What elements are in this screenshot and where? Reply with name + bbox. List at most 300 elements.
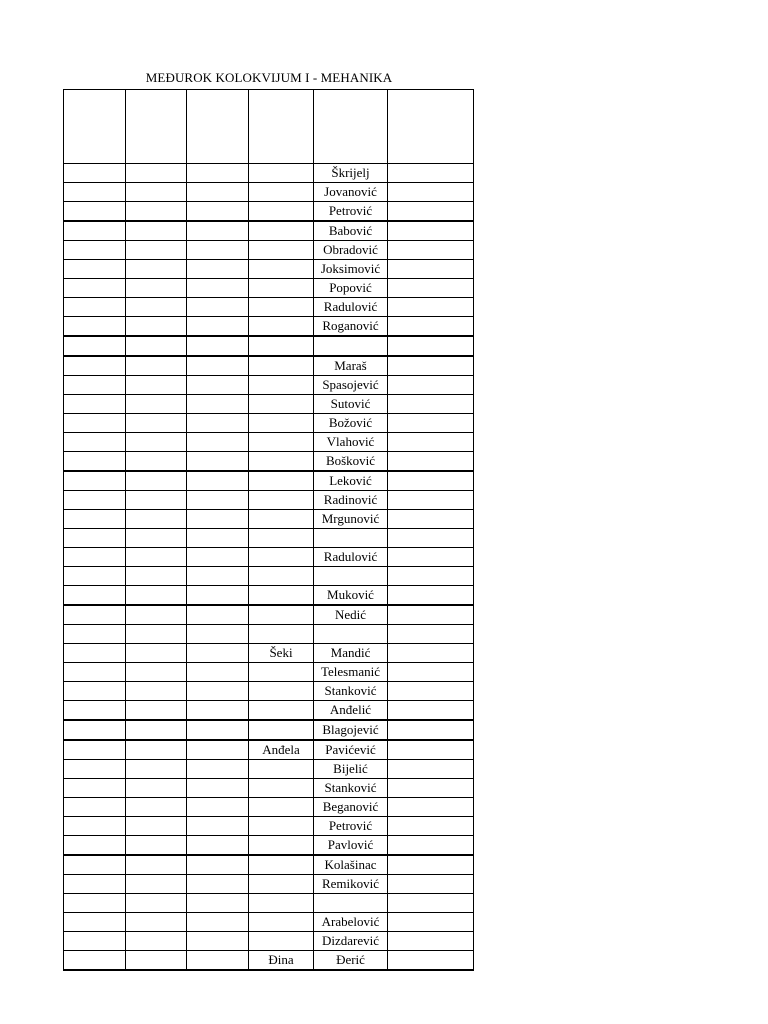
last-name-cell: Popović (314, 279, 388, 298)
table-row (64, 855, 474, 875)
empty-cell (388, 567, 474, 586)
last-name-cell (314, 336, 388, 356)
header-cell (187, 90, 249, 164)
header-cell (314, 90, 388, 164)
empty-cell (187, 298, 249, 317)
empty-cell (126, 740, 187, 760)
first-name-cell (249, 760, 314, 779)
last-name-cell: Mandić (314, 644, 388, 663)
empty-cell (388, 894, 474, 913)
empty-cell (64, 605, 126, 625)
table-row (64, 932, 474, 951)
empty-cell (64, 471, 126, 491)
empty-cell (388, 644, 474, 663)
empty-cell (187, 260, 249, 279)
last-name-cell: Beganović (314, 798, 388, 817)
empty-cell (64, 760, 126, 779)
empty-cell (126, 605, 187, 625)
empty-cell (388, 452, 474, 472)
header-cell (249, 90, 314, 164)
empty-cell (187, 720, 249, 740)
last-name-cell: Joksimović (314, 260, 388, 279)
empty-cell (388, 183, 474, 202)
empty-cell (388, 279, 474, 298)
empty-cell (126, 932, 187, 951)
last-name-cell: Petrović (314, 202, 388, 222)
first-name-cell (249, 510, 314, 529)
empty-cell (64, 164, 126, 183)
first-name-cell (249, 663, 314, 682)
empty-cell (64, 395, 126, 414)
last-name-cell: Spasojević (314, 376, 388, 395)
empty-cell (126, 798, 187, 817)
empty-cell (187, 164, 249, 183)
empty-cell (126, 510, 187, 529)
empty-cell (187, 336, 249, 356)
last-name-cell: Stanković (314, 682, 388, 701)
table-row (64, 701, 474, 721)
empty-cell (126, 298, 187, 317)
empty-cell (64, 548, 126, 567)
empty-cell (388, 586, 474, 606)
empty-cell (64, 202, 126, 222)
first-name-cell (249, 376, 314, 395)
table-row (64, 491, 474, 510)
empty-cell (126, 260, 187, 279)
first-name-cell (249, 298, 314, 317)
empty-cell (126, 875, 187, 894)
empty-cell (126, 336, 187, 356)
empty-cell (388, 760, 474, 779)
empty-cell (126, 951, 187, 971)
empty-cell (187, 605, 249, 625)
empty-cell (64, 625, 126, 644)
empty-cell (388, 336, 474, 356)
first-name-cell (249, 798, 314, 817)
empty-cell (388, 855, 474, 875)
empty-cell (64, 913, 126, 932)
last-name-cell: Anđelić (314, 701, 388, 721)
first-name-cell (249, 682, 314, 701)
empty-cell (388, 913, 474, 932)
empty-cell (126, 625, 187, 644)
table-row (64, 298, 474, 317)
first-name-cell (249, 817, 314, 836)
empty-cell (126, 395, 187, 414)
table-row (64, 260, 474, 279)
empty-cell (388, 529, 474, 548)
first-name-cell (249, 779, 314, 798)
table-header-row (64, 90, 474, 164)
first-name-cell (249, 471, 314, 491)
empty-cell (64, 510, 126, 529)
empty-cell (126, 241, 187, 260)
last-name-cell: Obradović (314, 241, 388, 260)
empty-cell (64, 356, 126, 376)
empty-cell (126, 836, 187, 856)
table-row (64, 395, 474, 414)
first-name-cell (249, 221, 314, 241)
table-row (64, 317, 474, 337)
last-name-cell: Bošković (314, 452, 388, 472)
table-row (64, 376, 474, 395)
empty-cell (388, 376, 474, 395)
empty-cell (126, 183, 187, 202)
empty-cell (126, 567, 187, 586)
header-cell (126, 90, 187, 164)
table-row (64, 471, 474, 491)
last-name-cell: Nedić (314, 605, 388, 625)
empty-cell (187, 356, 249, 376)
empty-cell (187, 586, 249, 606)
empty-cell (64, 241, 126, 260)
table-row (64, 279, 474, 298)
empty-cell (64, 414, 126, 433)
table-row (64, 529, 474, 548)
table-row (64, 663, 474, 682)
last-name-cell: Babović (314, 221, 388, 241)
empty-cell (126, 855, 187, 875)
empty-cell (187, 682, 249, 701)
first-name-cell (249, 395, 314, 414)
last-name-cell: Roganović (314, 317, 388, 337)
empty-cell (64, 855, 126, 875)
empty-cell (64, 336, 126, 356)
empty-cell (388, 260, 474, 279)
empty-cell (64, 317, 126, 337)
empty-cell (126, 644, 187, 663)
empty-cell (187, 740, 249, 760)
first-name-cell (249, 605, 314, 625)
empty-cell (187, 855, 249, 875)
empty-cell (126, 376, 187, 395)
last-name-cell: Maraš (314, 356, 388, 376)
last-name-cell: Blagojević (314, 720, 388, 740)
last-name-cell: Mrgunović (314, 510, 388, 529)
last-name-cell: Jovanović (314, 183, 388, 202)
empty-cell (388, 414, 474, 433)
first-name-cell (249, 279, 314, 298)
table-row (64, 202, 474, 222)
empty-cell (126, 491, 187, 510)
empty-cell (64, 894, 126, 913)
last-name-cell: Stanković (314, 779, 388, 798)
first-name-cell (249, 548, 314, 567)
header-cell (64, 90, 126, 164)
table-row (64, 951, 474, 971)
first-name-cell: Anđela (249, 740, 314, 760)
last-name-cell: Leković (314, 471, 388, 491)
empty-cell (187, 433, 249, 452)
table-row (64, 164, 474, 183)
table-row (64, 567, 474, 586)
first-name-cell (249, 586, 314, 606)
empty-cell (388, 510, 474, 529)
empty-cell (388, 548, 474, 567)
empty-cell (126, 663, 187, 682)
empty-cell (64, 260, 126, 279)
last-name-cell: Radinović (314, 491, 388, 510)
first-name-cell (249, 701, 314, 721)
first-name-cell (249, 317, 314, 337)
empty-cell (388, 720, 474, 740)
table-row (64, 605, 474, 625)
empty-cell (388, 471, 474, 491)
empty-cell (187, 644, 249, 663)
empty-cell (64, 740, 126, 760)
table-row (64, 221, 474, 241)
empty-cell (64, 452, 126, 472)
last-name-cell: Petrović (314, 817, 388, 836)
empty-cell (126, 720, 187, 740)
last-name-cell: Pavlović (314, 836, 388, 856)
last-name-cell: Muković (314, 586, 388, 606)
table-row (64, 241, 474, 260)
empty-cell (126, 586, 187, 606)
last-name-cell: Bijelić (314, 760, 388, 779)
empty-cell (126, 356, 187, 376)
table-row (64, 625, 474, 644)
empty-cell (388, 605, 474, 625)
table-row (64, 913, 474, 932)
table-row (64, 894, 474, 913)
empty-cell (388, 433, 474, 452)
last-name-cell: Škrijelj (314, 164, 388, 183)
table-row (64, 779, 474, 798)
empty-cell (187, 452, 249, 472)
first-name-cell (249, 491, 314, 510)
first-name-cell (249, 855, 314, 875)
empty-cell (126, 548, 187, 567)
table-row (64, 875, 474, 894)
first-name-cell (249, 433, 314, 452)
empty-cell (388, 932, 474, 951)
empty-cell (388, 875, 474, 894)
empty-cell (187, 663, 249, 682)
last-name-cell: Kolašinac (314, 855, 388, 875)
empty-cell (126, 221, 187, 241)
empty-cell (187, 510, 249, 529)
header-cell (388, 90, 474, 164)
last-name-cell: Radulović (314, 548, 388, 567)
first-name-cell (249, 720, 314, 740)
empty-cell (126, 452, 187, 472)
empty-cell (187, 625, 249, 644)
empty-cell (187, 760, 249, 779)
empty-cell (187, 798, 249, 817)
empty-cell (64, 663, 126, 682)
empty-cell (126, 760, 187, 779)
empty-cell (388, 241, 474, 260)
empty-cell (388, 298, 474, 317)
last-name-cell: Vlahović (314, 433, 388, 452)
empty-cell (64, 779, 126, 798)
first-name-cell (249, 241, 314, 260)
first-name-cell (249, 414, 314, 433)
empty-cell (388, 317, 474, 337)
empty-cell (64, 221, 126, 241)
empty-cell (388, 798, 474, 817)
empty-cell (187, 414, 249, 433)
empty-cell (187, 183, 249, 202)
attendance-table (63, 89, 474, 971)
empty-cell (388, 164, 474, 183)
empty-cell (187, 241, 249, 260)
empty-cell (187, 875, 249, 894)
last-name-cell: Arabelović (314, 913, 388, 932)
empty-cell (64, 836, 126, 856)
empty-cell (64, 491, 126, 510)
last-name-cell: Dizdarević (314, 932, 388, 951)
table-row (64, 433, 474, 452)
first-name-cell (249, 894, 314, 913)
empty-cell (187, 836, 249, 856)
empty-cell (126, 529, 187, 548)
empty-cell (187, 529, 249, 548)
empty-cell (64, 376, 126, 395)
empty-cell (126, 164, 187, 183)
empty-cell (388, 356, 474, 376)
first-name-cell (249, 202, 314, 222)
empty-cell (187, 894, 249, 913)
empty-cell (187, 913, 249, 932)
table-row (64, 586, 474, 606)
first-name-cell (249, 567, 314, 586)
empty-cell (126, 817, 187, 836)
empty-cell (64, 875, 126, 894)
first-name-cell (249, 164, 314, 183)
table-row (64, 836, 474, 856)
empty-cell (126, 202, 187, 222)
empty-cell (126, 682, 187, 701)
first-name-cell (249, 336, 314, 356)
empty-cell (126, 414, 187, 433)
table-row (64, 548, 474, 567)
empty-cell (388, 701, 474, 721)
empty-cell (64, 701, 126, 721)
empty-cell (187, 279, 249, 298)
empty-cell (126, 701, 187, 721)
empty-cell (187, 395, 249, 414)
first-name-cell (249, 529, 314, 548)
page-title: MEĐUROK KOLOKVIJUM I - MEHANIKA (145, 70, 393, 85)
empty-cell (388, 740, 474, 760)
first-name-cell (249, 625, 314, 644)
empty-cell (388, 491, 474, 510)
empty-cell (187, 317, 249, 337)
empty-cell (126, 279, 187, 298)
table-row (64, 336, 474, 356)
empty-cell (126, 433, 187, 452)
empty-cell (187, 376, 249, 395)
empty-cell (64, 798, 126, 817)
last-name-cell (314, 894, 388, 913)
last-name-cell: Radulović (314, 298, 388, 317)
first-name-cell (249, 932, 314, 951)
empty-cell (388, 836, 474, 856)
first-name-cell: Šeki (249, 644, 314, 663)
empty-cell (388, 663, 474, 682)
empty-cell (388, 951, 474, 971)
empty-cell (187, 951, 249, 971)
last-name-cell: Đerić (314, 951, 388, 971)
empty-cell (64, 433, 126, 452)
empty-cell (388, 682, 474, 701)
last-name-cell (314, 567, 388, 586)
empty-cell (126, 471, 187, 491)
empty-cell (187, 779, 249, 798)
empty-cell (126, 317, 187, 337)
table-row (64, 760, 474, 779)
first-name-cell: Đina (249, 951, 314, 971)
table-body (64, 90, 474, 971)
empty-cell (187, 932, 249, 951)
empty-cell (388, 221, 474, 241)
empty-cell (64, 279, 126, 298)
empty-cell (388, 817, 474, 836)
empty-cell (187, 491, 249, 510)
last-name-cell: Remiković (314, 875, 388, 894)
table-row (64, 817, 474, 836)
empty-cell (388, 202, 474, 222)
empty-cell (64, 817, 126, 836)
table-row (64, 452, 474, 472)
empty-cell (388, 625, 474, 644)
empty-cell (126, 913, 187, 932)
empty-cell (126, 894, 187, 913)
table-row (64, 356, 474, 376)
empty-cell (64, 183, 126, 202)
first-name-cell (249, 356, 314, 376)
empty-cell (187, 548, 249, 567)
last-name-cell (314, 625, 388, 644)
empty-cell (64, 567, 126, 586)
last-name-cell: Božović (314, 414, 388, 433)
empty-cell (126, 779, 187, 798)
first-name-cell (249, 452, 314, 472)
first-name-cell (249, 183, 314, 202)
empty-cell (64, 720, 126, 740)
empty-cell (64, 682, 126, 701)
empty-cell (187, 221, 249, 241)
first-name-cell (249, 260, 314, 279)
empty-cell (64, 932, 126, 951)
table-row (64, 682, 474, 701)
first-name-cell (249, 875, 314, 894)
last-name-cell: Sutović (314, 395, 388, 414)
empty-cell (64, 298, 126, 317)
empty-cell (187, 817, 249, 836)
table-row (64, 414, 474, 433)
empty-cell (187, 567, 249, 586)
empty-cell (187, 202, 249, 222)
table-row (64, 740, 474, 760)
empty-cell (388, 779, 474, 798)
last-name-cell: Pavićević (314, 740, 388, 760)
table-row (64, 644, 474, 663)
last-name-cell: Telesmanić (314, 663, 388, 682)
table-row (64, 720, 474, 740)
empty-cell (64, 529, 126, 548)
table-row (64, 183, 474, 202)
last-name-cell (314, 529, 388, 548)
first-name-cell (249, 913, 314, 932)
empty-cell (64, 951, 126, 971)
empty-cell (64, 644, 126, 663)
empty-cell (187, 701, 249, 721)
table-row (64, 798, 474, 817)
first-name-cell (249, 836, 314, 856)
